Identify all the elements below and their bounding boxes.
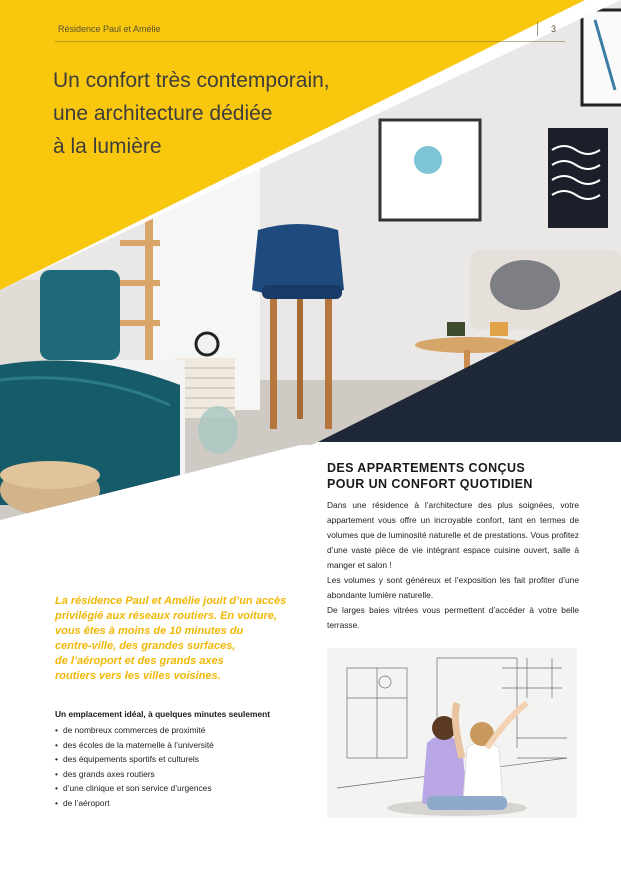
- bullet-icon: •: [55, 768, 58, 779]
- section-heading-line: DES APPARTEMENTS CONÇUS: [327, 461, 526, 475]
- list-item-label: de nombreux commerces de proximité: [63, 725, 206, 735]
- headline-line: à la lumière: [53, 135, 162, 158]
- list-item-label: des équipements sportifs et culturels: [63, 754, 199, 764]
- page-number: 3: [551, 24, 557, 34]
- quote-line: vous êtes à moins de 10 minutes du: [55, 625, 244, 637]
- section-heading-line: POUR UN CONFORT QUOTIDIEN: [327, 477, 533, 491]
- quote-line: centre-ville, des grandes surfaces,: [55, 640, 236, 652]
- header-separator: [537, 22, 538, 36]
- couple-sketch-photo: [327, 648, 577, 818]
- list-item-label: de l’aéroport: [63, 797, 110, 808]
- section-body: [327, 498, 579, 633]
- bullet-icon: •: [55, 739, 58, 750]
- list-item-label: d’une clinique et son service d’urgences: [63, 783, 212, 793]
- bullet-icon: •: [55, 754, 58, 764]
- list-item: [55, 723, 214, 738]
- list-item: [55, 781, 214, 796]
- running-header-title: Résidence Paul et Amélie: [58, 24, 161, 34]
- body-paragraph: Les volumes y sont généreux et l’exposition les fait profiter d’une abondante lumière naturelle.: [327, 575, 579, 600]
- list-item-label: des écoles de la maternelle à l’université: [63, 739, 214, 750]
- headline-line: Un confort très contemporain,: [53, 69, 330, 92]
- quote-line: La résidence Paul et Amélie jouit d’un accès: [55, 595, 287, 607]
- list-item: [55, 738, 214, 753]
- list-item: [55, 752, 214, 767]
- bullet-icon: •: [55, 725, 58, 735]
- bullet-icon: •: [55, 783, 58, 793]
- headline-line: une architecture dédiée: [53, 102, 273, 125]
- body-paragraph: Dans une résidence à l’architecture des plus soignées, votre appartement vous offre un incroyable confort, tant en termes de volumes que de luminosité naturelle et de prestations. Vous profitez d’une vaste pièce de vie intégrant espace cuisine ouvert, salle à manger et salon !: [327, 500, 579, 570]
- list-item: [55, 796, 214, 811]
- quote-line: routiers vers les villes voisines.: [55, 670, 221, 682]
- page-headline: [53, 64, 413, 163]
- list-item: [55, 767, 214, 782]
- quote-line: privilégié aux réseaux routiers. En voiture,: [55, 610, 277, 622]
- amenities-list: [55, 723, 214, 810]
- section-heading: [327, 460, 567, 492]
- quote-line: de l’aéroport et des grands axes: [55, 655, 224, 667]
- bullet-icon: •: [55, 797, 58, 808]
- body-paragraph: De larges baies vitrées vous permettent d’accéder à votre belle terrasse.: [327, 605, 579, 630]
- amenities-title: Un emplacement idéal, à quelques minutes seulement: [55, 709, 271, 719]
- highlight-quote: [55, 594, 305, 684]
- header-rule: [55, 41, 565, 42]
- list-item-label: des grands axes routiers: [63, 768, 155, 779]
